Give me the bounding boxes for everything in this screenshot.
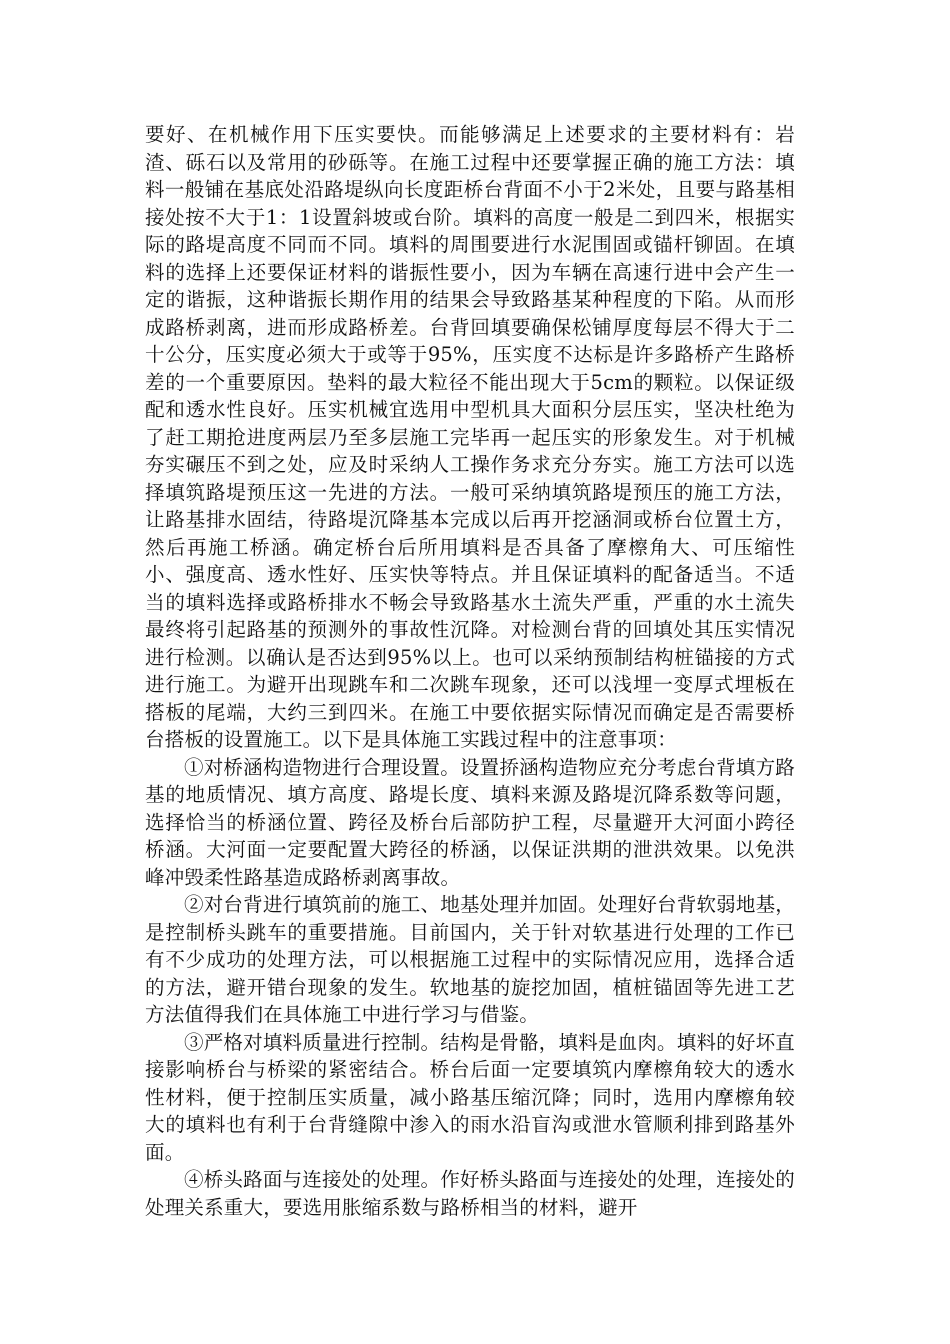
paragraph-item-1: ①对桥涵构造物进行合理设置。设置挢涵构造物应充分考虑台背填方路基的地质情况、填方高度、路堤长度、填料来源及路堤沉降系数等问题，选择恰当的桥涵位置、跨径及桥台后部防护工程，尽量避开大河面小跨径桥涵。大河面一定要配置大跨径的桥涵，以保证洪期的泄洪效果。以免洪峰冲毁柔性路基造成路桥剥离事故。 bbox=[145, 755, 795, 889]
paragraph-item-4: ④桥头路面与连接处的处理。作好桥头路面与连接处的处理，连接处的处理关系重大，要选用胀缩系数与路桥相当的材料，避开 bbox=[145, 1168, 795, 1219]
paragraph-item-3: ③严格对填料质量进行控制。结构是骨骼，填料是血肉。填料的好坏直接影响桥台与桥梁的紧密结合。桥台后面一定要填筑内摩檫角较大的透水性材料，便于控制压实质量，减小路基压缩沉降；同时，选用内摩檫角较大的填料也有利于台背缝隙中渗入的雨水沿盲沟或泄水管顺利排到路基外面。 bbox=[145, 1030, 795, 1164]
paragraph-continuation: 要好、在机械作用下压实要快。而能够满足上述要求的主要材料有：岩渣、砾石以及常用的砂砾等。在施工过程中还要掌握正确的施工方法：填料一般铺在基底处沿路堤纵向长度距桥台背面不小于2米处，且要与路基相接处按不大于1：1设置斜坡或台阶。填料的高度一般是二到四米，根据实际的路堤高度不同而不同。填料的周围要进行水泥围固或锚杆铆固。在填料的选择上还要保证材料的谐振性要小，因为车辆在高速行进中会产生一定的谐振，这种谐振长期作用的结果会导致路基某种程度的下陷。从而形成路桥剥离，进而形成路桥差。台背回填要确保松铺厚度每层不得大于二十公分，压实度必须大于或等于95%，压实度不达标是许多路桥产生路桥差的一个重要原因。垫料的最大粒径不能出现大于5cm的颗粒。以保证级配和透水性良好。压实机械宜选用中型机具大面积分层压实，坚决杜绝为了赶工期抢进度两层乃至多层施工完毕再一起压实的形象发生。对于机械夯实碾压不到之处，应及时采纳人工操作务求充分夯实。施工方法可以选择填筑路堤预压这一先进的方法。一般可采纳填筑路堤预压的施工方法，让路基排水固结，待路堤沉降基本完成以后再开挖涵洞或桥台位置土方，然后再施工桥涵。确定桥台后所用填料是否具备了摩檫角大、可压缩性小、强度高、透水性好、压实快等特点。并且保证填料的配备适当。不适当的填料选择或路桥排水不畅会导致路基水土流失严重，严重的水土流失最终将引起路基的预测外的事故性沉降。对检测台背的回填处其压实情况进行检测。以确认是否达到95%以上。也可以采纳预制结构桩锚接的方式进行施工。为避开出现跳车和二次跳车现象，还可以浅埋一变厚式埋板在搭板的尾端，大约三到四米。在施工中要依据实际情况而确定是否需要桥台搭板的设置施工。以下是具体施工实践过程中的注意事项： bbox=[145, 123, 795, 751]
body-text bbox=[145, 121, 795, 1221]
paragraph-item-2: ②对台背进行填筑前的施工、地基处理并加固。处理好台背软弱地基，是控制桥头跳车的重要措施。目前国内，关于针对软基进行处理的工作已有不少成功的处理方法，可以根据施工过程中的实际情况应用，选择合适的方法，避开错台现象的发生。软地基的旋挖加固，植桩锚固等先进工艺方法值得我们在具体施工中进行学习与借鉴。 bbox=[145, 893, 795, 1026]
